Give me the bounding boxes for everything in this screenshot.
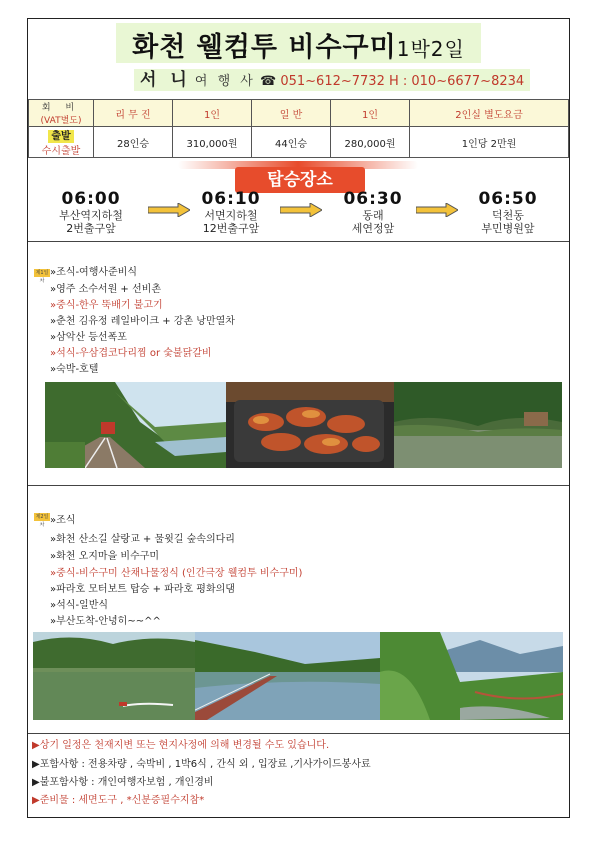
day2-item-2: »화천 산소길 살랑교 + 물윗길 숲속의다리	[50, 534, 235, 545]
day2-item-6: »석식-일반식	[50, 600, 109, 611]
day1-item-6: »석식-우삼겹코다리찜 or 숯불닭갈비	[50, 348, 212, 359]
day1-badge: 제1일차	[35, 270, 49, 284]
tour-flyer	[27, 18, 570, 818]
title-banner	[116, 23, 481, 63]
day2-badge: 제2일차	[35, 514, 49, 528]
day1-item-4: »춘천 김유정 레일바이크 + 강촌 낭만열차	[50, 316, 235, 327]
pickup-place: 부산역지하철	[59, 209, 123, 222]
page-title	[116, 25, 481, 64]
pickup-stop-2	[176, 189, 286, 235]
limousine-label: 리 무 진	[94, 100, 173, 127]
limousine-price: 310,000원	[173, 127, 252, 158]
pickup-stop-3	[318, 189, 428, 235]
pickup-place-detail: 12번출구앞	[202, 222, 260, 235]
depart-cell	[29, 127, 94, 158]
standard-seats: 44인승	[252, 127, 331, 158]
agency-type: 여 행 사	[194, 74, 256, 89]
standard-label: 일 반	[252, 100, 331, 127]
day2-section	[28, 485, 569, 733]
pickup-section	[28, 155, 569, 241]
per-person-label-1: 1인	[173, 100, 252, 127]
day2-item-7: »부산도착-안녕히~~^^	[50, 616, 161, 627]
day2-item-4: »중식-비수구미 산채나물정식 (인간극장 웰컴투 비수구미)	[50, 568, 303, 579]
note-bring: ▶준비물 : 세면도구 , *신분증필수지참*	[32, 795, 205, 806]
fee-label: 회 비	[41, 103, 81, 113]
day1-item-2: »영주 소수서원 + 선비촌	[50, 284, 161, 295]
pickup-stop-1	[36, 189, 146, 235]
vat-note: (VAT별도)	[40, 116, 82, 126]
arrow-right-icon	[416, 203, 458, 217]
note-excluded: ▶불포함사항 : 개인여행자보험 , 개인경비	[32, 777, 214, 788]
note-included: ▶포함사항 : 전용차량 , 숙박비 , 1박6식 , 간식 외 , 입장료 ,기사가이드봉사료	[32, 759, 371, 770]
pickup-time: 06:00	[61, 189, 121, 209]
floating-bridge-photo	[195, 632, 380, 720]
title-main: 화천 웰컴투 비수구미	[132, 32, 397, 63]
motorboat-lake-photo	[33, 632, 195, 720]
single-room-fee: 1인당 2만원	[410, 127, 569, 158]
bbq-photo	[226, 382, 394, 468]
pickup-title: 탑승장소	[235, 167, 365, 193]
price-table	[28, 99, 569, 158]
day1-item-3: »중식-한우 뚝배기 불고기	[50, 300, 163, 311]
limousine-seats: 28인승	[94, 127, 173, 158]
day1-section	[28, 241, 569, 485]
pickup-stop-4	[453, 189, 563, 235]
title-suffix: 1박2일	[396, 37, 465, 61]
per-person-label-2: 1인	[331, 100, 410, 127]
pickup-place: 동래	[362, 209, 384, 222]
day2-item-1: »조식	[50, 515, 76, 526]
standard-price: 280,000원	[331, 127, 410, 158]
arrow-right-icon	[280, 203, 322, 217]
pickup-place: 덕천동	[492, 209, 524, 222]
waterfall-forest-photo	[394, 382, 562, 468]
day2-item-5: »파라호 모터보트 탑승 + 파라호 평화의댐	[50, 584, 235, 595]
fee-label-cell	[29, 100, 94, 127]
pickup-time: 06:10	[201, 189, 261, 209]
price-value-row	[29, 127, 569, 158]
pickup-time: 06:50	[478, 189, 538, 209]
pickup-time: 06:30	[343, 189, 403, 209]
pickup-place: 서면지하철	[204, 209, 258, 222]
day1-item-1: »조식-여행사준비식	[50, 267, 138, 278]
note-schedule-change: ▶상기 일정은 천재지변 또는 현지사정에 의해 변경될 수도 있습니다.	[32, 740, 330, 751]
day2-item-3: »화천 오지마을 비수구미	[50, 551, 160, 562]
pickup-place-detail: 세연정앞	[351, 222, 395, 235]
agency-contact	[134, 69, 530, 91]
pickup-place-detail: 2번출구앞	[66, 222, 116, 235]
phone-icon: ☎	[260, 74, 277, 89]
pickup-place-detail: 부민병원앞	[481, 222, 535, 235]
rail-bike-photo	[45, 382, 226, 468]
notes-section	[28, 733, 569, 818]
day1-item-7: »숙박-호텔	[50, 364, 99, 375]
depart-sub: 수시출발	[41, 146, 81, 157]
single-room-label: 2인실 별도요금	[410, 100, 569, 127]
price-header-row	[29, 100, 569, 127]
depart-label: 출발	[48, 130, 73, 143]
agency-name: 서 니	[140, 70, 191, 90]
day1-item-5: »삼악산 등선폭포	[50, 332, 127, 343]
suspension-bridge-photo	[380, 632, 563, 720]
agency-phone: 051~612~7732 H : 010~6677~8234	[280, 74, 525, 89]
